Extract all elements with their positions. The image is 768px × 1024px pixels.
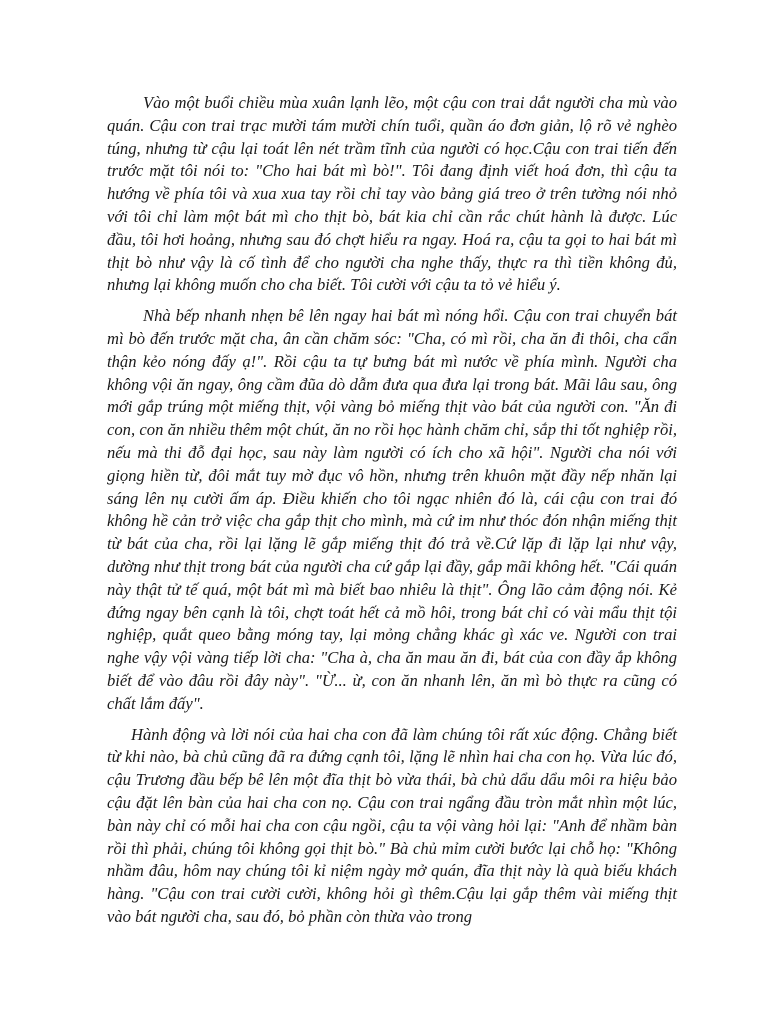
paragraph-1: Vào một buổi chiều mùa xuân lạnh lẽo, một cậu con trai dắt người cha mù vào quán. Cậu con trai trạc mười tám mười chín tuổi, quần áo đơn giản, lộ rõ vẻ nghèo túng, nhưng từ cậu lại toát lên nét trầm tĩnh của người có học.Cậu con trai tiến đến trước mặt tôi nói to: "Cho hai bát mì bò!". Tôi đang định viết hoá đơn, thì cậu ta hướng về phía tôi và xua xua tay rồi chỉ tay vào bảng giá treo ở trên tường nói nhỏ với tôi chỉ làm một bát mì cho thịt bò, bát kia chỉ cần rắc chút hành là được. Lúc đầu, tôi hơi hoảng, nhưng sau đó chợt hiểu ra ngay. Hoá ra, cậu ta gọi to hai bát mì thịt bò như vậy là cố tình để cho người cha nghe thấy, thực ra thì tiền không đủ, nhưng lại không muốn cho cha biết. Tôi cười với cậu ta tỏ vẻ hiểu ý.	[107, 93, 677, 295]
paragraph-2: Nhà bếp nhanh nhẹn bê lên ngay hai bát mì nóng hổi. Cậu con trai chuyển bát mì bò đến trước mặt cha, ân cần chăm sóc: "Cha, có mì rồi, cha ăn đi thôi, cha cẩn thận kẻo nóng đấy ạ!". Rồi cậu ta tự bưng bát mì nước về phía mình. Người cha không vội ăn ngay, ông cầm đũa dò dẫm đưa qua đưa lại trong bát. Mãi lâu sau, ông mới gắp trúng một miếng thịt, vội vàng bỏ miếng thịt vào bát của người con. "Ăn đi con, con ăn nhiều thêm một chút, ăn no rồi học hành chăm chỉ, sắp thi tốt nghiệp rồi, nếu mà thi đỗ đại học, sau này làm người có ích cho xã hội". Người cha nói với giọng hiền từ, đôi mắt tuy mờ đục vô hồn, nhưng trên khuôn mặt đầy nếp nhăn lại sáng lên nụ cười ấm áp. Điều khiến cho tôi ngạc nhiên đó là, cái cậu con trai đó không hề cản trở việc cha gắp thịt cho mình, mà cứ im như thóc đón nhận miếng thịt từ bát của cha, rồi lại lặng lẽ gắp miếng thịt đó trả về.Cứ lặp đi lặp lại như vậy, dường như thịt trong bát của người cha cứ gắp lại đầy, gắp mãi không hết. "Cái quán này thật tử tế quá, một bát mì mà biết bao nhiêu là thịt". Ông lão cảm động nói. Kẻ đứng ngay bên cạnh là tôi, chợt toát hết cả mồ hôi, trong bát chỉ có vài mẩu thịt tội nghiệp, quắt queo bằng móng tay, lại mỏng chẳng khác gì xác ve. Người con trai nghe vậy vội vàng tiếp lời cha: "Cha à, cha ăn mau ăn đi, bát của con đầy ắp không biết để vào đâu rồi đây này". "Ừ... ừ, con ăn nhanh lên, ăn mì bò thực ra cũng có chất lắm đấy".	[107, 306, 677, 713]
document-body	[107, 92, 677, 937]
paragraph-3: Hành động và lời nói của hai cha con đã làm chúng tôi rất xúc động. Chẳng biết từ khi nào, bà chủ cũng đã ra đứng cạnh tôi, lặng lẽ nhìn hai cha con họ. Vừa lúc đó, cậu Trương đầu bếp bê lên một đĩa thịt bò vừa thái, bà chủ dẩu dẩu môi ra hiệu bảo cậu đặt lên bàn của hai cha con nọ. Cậu con trai ngẩng đầu tròn mắt nhìn một lúc, bàn này chỉ có mỗi hai cha con cậu ngồi, cậu ta vội vàng hỏi lại: "Anh để nhầm bàn rồi thì phải, chúng tôi không gọi thịt bò." Bà chủ mỉm cười bước lại chỗ họ: "Không nhầm đâu, hôm nay chúng tôi kỉ niệm ngày mở quán, đĩa thịt này là quà biếu khách hàng. "Cậu con trai cười cười, không hỏi gì thêm.Cậu lại gắp thêm vài miếng thịt vào bát người cha, sau đó, bỏ phần còn thừa vào trong	[107, 724, 677, 926]
